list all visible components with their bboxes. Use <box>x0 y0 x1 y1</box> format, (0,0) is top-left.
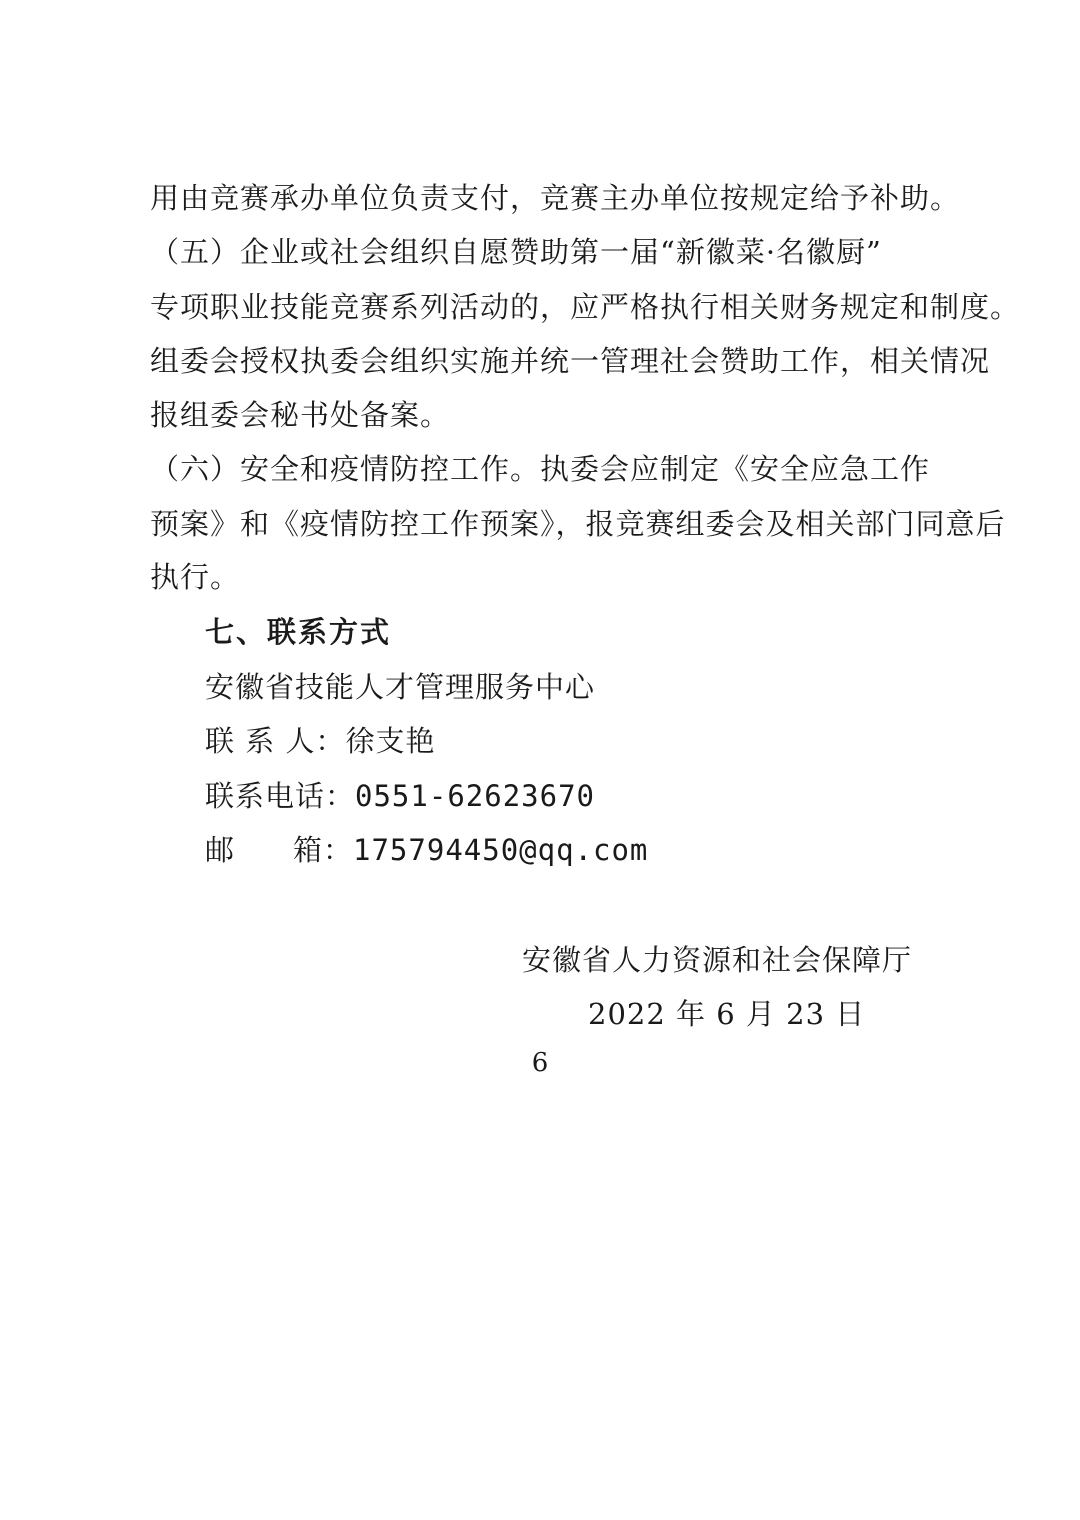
contact-org: 安徽省技能人才管理服务中心 <box>205 670 596 704</box>
paragraph-line: 用由竞赛承办单位负责支付，竞赛主办单位按规定给予补助。 <box>150 181 961 215</box>
paragraph-line: 执行。 <box>150 560 241 594</box>
paragraph-line: 预案》和《疫情防控工作预案》，报竞赛组委会及相关部门同意后 <box>150 507 1006 541</box>
contact-email-label-part2: 箱： <box>293 833 354 867</box>
section-heading: 七、联系方式 <box>205 615 392 649</box>
contact-person-value: 徐支艳 <box>345 724 436 758</box>
contact-phone-value: 0551-62623670 <box>355 779 595 813</box>
contact-person-label: 联 系 人： <box>205 724 346 758</box>
paragraph-line: 专项职业技能竞赛系列活动的，应严格执行相关财务规定和制度。 <box>150 290 1021 324</box>
issue-date: 2022 年 6 月 23 日 <box>588 997 866 1031</box>
paragraph-line: （六）安全和疫情防控工作。执委会应制定《安全应急工作 <box>150 452 931 486</box>
contact-email-value: 175794450@qq.com <box>353 833 649 867</box>
page-number: 6 <box>531 1048 549 1078</box>
paragraph-line: 组委会授权执委会组织实施并统一管理社会赞助工作，相关情况 <box>150 344 991 378</box>
contact-phone-label: 联系电话： <box>205 779 356 813</box>
paragraph-line: 报组委会秘书处备案。 <box>150 398 451 432</box>
contact-person <box>205 721 435 761</box>
contact-email-label-part1: 邮 <box>205 833 236 867</box>
paragraph-line: （五）企业或社会组织自愿赞助第一届“新徽菜·名徽厨” <box>150 235 882 269</box>
issuer-name: 安徽省人力资源和社会保障厅 <box>522 943 913 977</box>
contact-phone <box>205 776 595 816</box>
contact-email <box>205 830 648 870</box>
